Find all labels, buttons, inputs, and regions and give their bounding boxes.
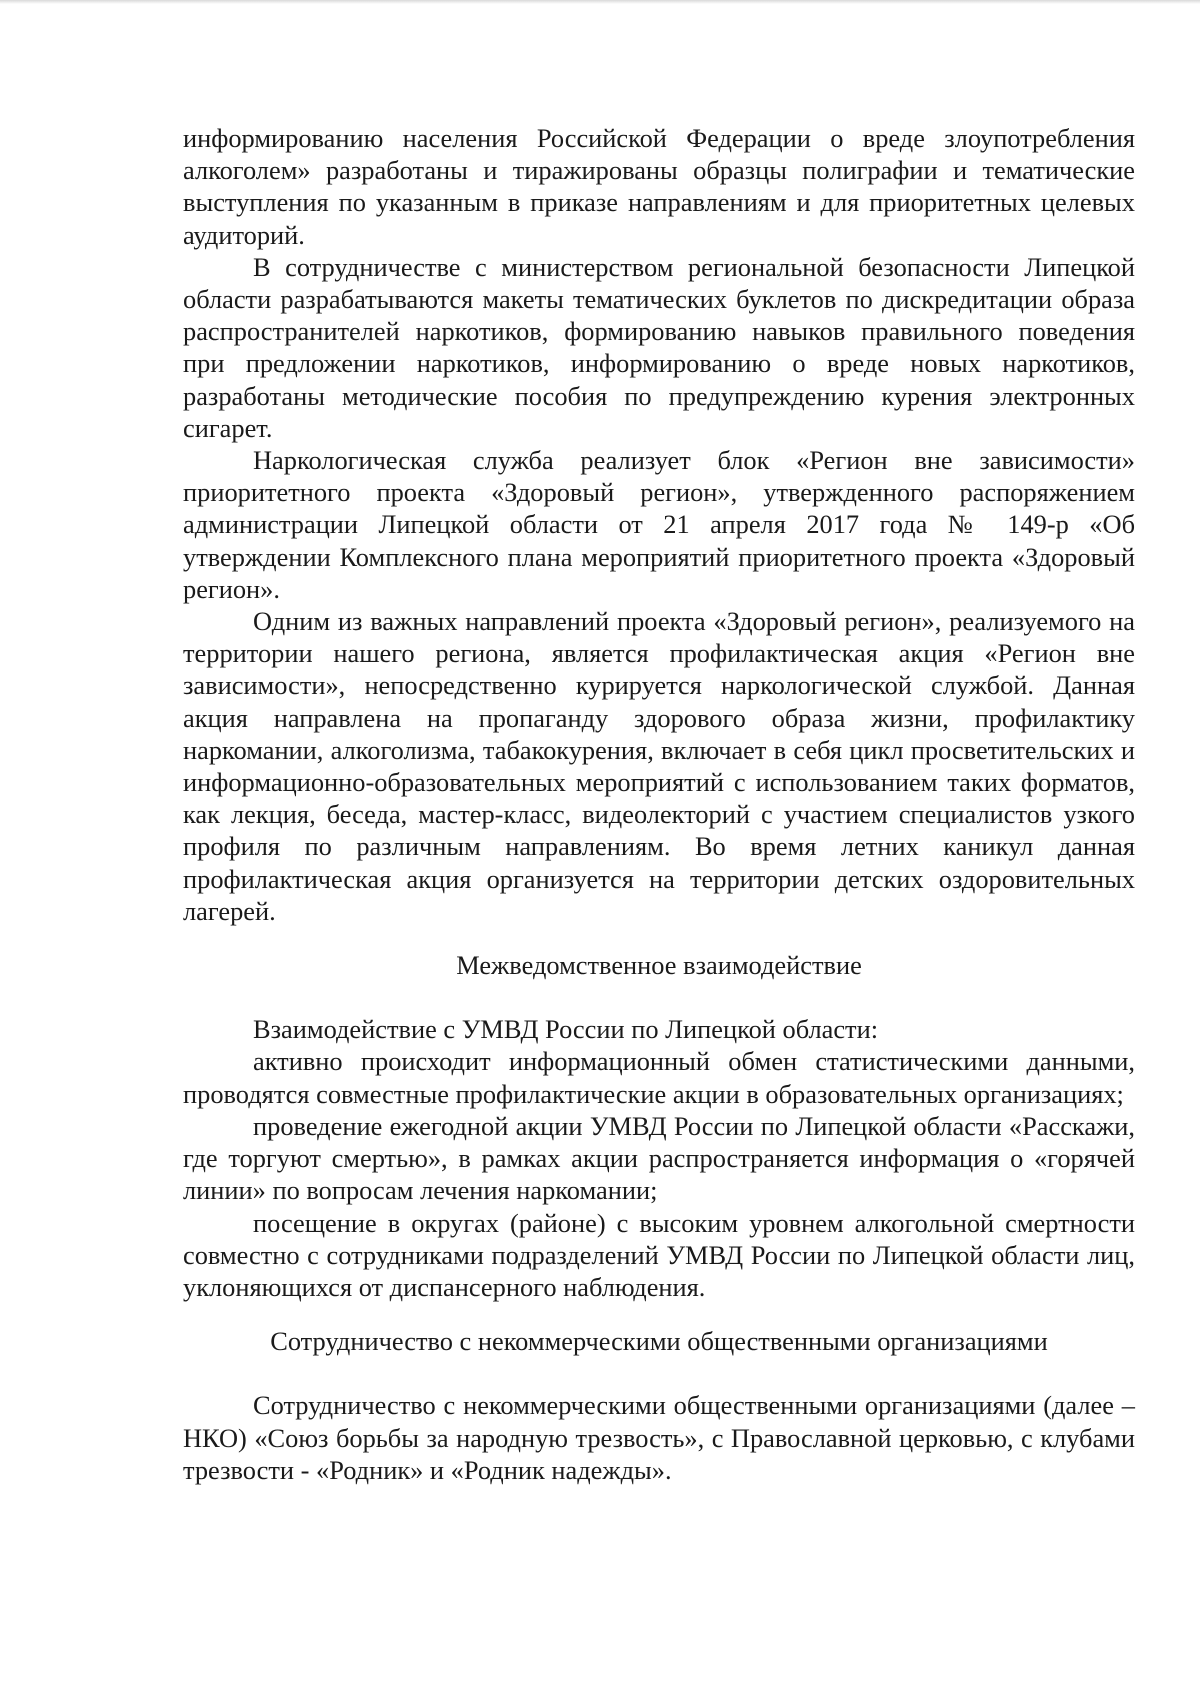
spacer [183,1357,1135,1389]
spacer [183,981,1135,1013]
paragraph-regional-security: В сотрудничестве с министерством региональной безопасности Липецкой области разрабатываются макеты тематических буклетов по дискредитации образа распространителей наркотиков, формированию навыков правильного поведения при предложении наркотиков, информированию о вреде новых наркотиков, разработаны методические пособия по предупреждению курения электронных сигарет. [183,251,1135,443]
paragraph-nko-cooperation: Сотрудничество с некоммерческими общественными организациями (далее – НКО) «Союз борьбы за народную трезвость», с Православной церковью, с клубами трезвости - «Родник» и «Родник надежды». [183,1390,1135,1485]
interagency-item-3: посещение в округах (районе) с высоким уровнем алкогольной смертности совместно с сотрудниками подразделений УМВД России по Липецкой области лиц, уклоняющихся от диспансерного наблюдения. [183,1207,1135,1302]
spacer [183,927,1135,949]
document-body [183,122,1135,1486]
heading-interagency: Межведомственное взаимодействие [456,950,862,981]
paragraph-narcology-service: Наркологическая служба реализует блок «Регион вне зависимости» приоритетного проекта «Здоровый регион», утвержденного распоряжением администрации Липецкой области от 21 апреля 2017 года № 149-р «Об утверждении Комплексного плана мероприятий приоритетного проекта «Здоровый регион». [183,445,1135,604]
paragraph-alcohol-materials: информированию населения Российской Федерации о вреде злоупотребления алкоголем» разработаны и тиражированы образцы полиграфии и тематические выступления по указанным в приказе направлениям и для приоритетных целевых аудиторий. [183,123,1135,250]
heading-nko: Сотрудничество с некоммерческими общественными организациями [270,1326,1048,1357]
paragraph-healthy-region-action: Одним из важных направлений проекта «Здоровый регион», реализуемого на территории нашего региона, является профилактическая акция «Регион вне зависимости», непосредственно курируется наркологической службой. Данная акция направлена на пропаганду здорового образа жизни, профилактику наркомании, алкоголизма, табакокурения, включает в себя цикл просветительских и информационно-образовательных мероприятий с использованием таких форматов, как лекция, беседа, мастер-класс, видеолекторий с участием специалистов узкого профиля по различным направлениям. Во время летних каникул данная профилактическая акция организуется на территории детских оздоровительных лагерей. [183,606,1135,926]
interagency-intro: Взаимодействие с УМВД России по Липецкой области: [253,1014,879,1045]
interagency-item-2: проведение ежегодной акции УМВД России по Липецкой области «Расскажи, где торгуют смертью», в рамках акции распространяется информация о «горячей линии» по вопросам лечения наркомании; [183,1110,1135,1206]
scan-top-edge [0,0,1200,4]
spacer [183,1303,1135,1325]
interagency-item-1: активно происходит информационный обмен статистическими данными, проводятся совместные профилактические акции в образовательных организациях; [183,1046,1135,1109]
